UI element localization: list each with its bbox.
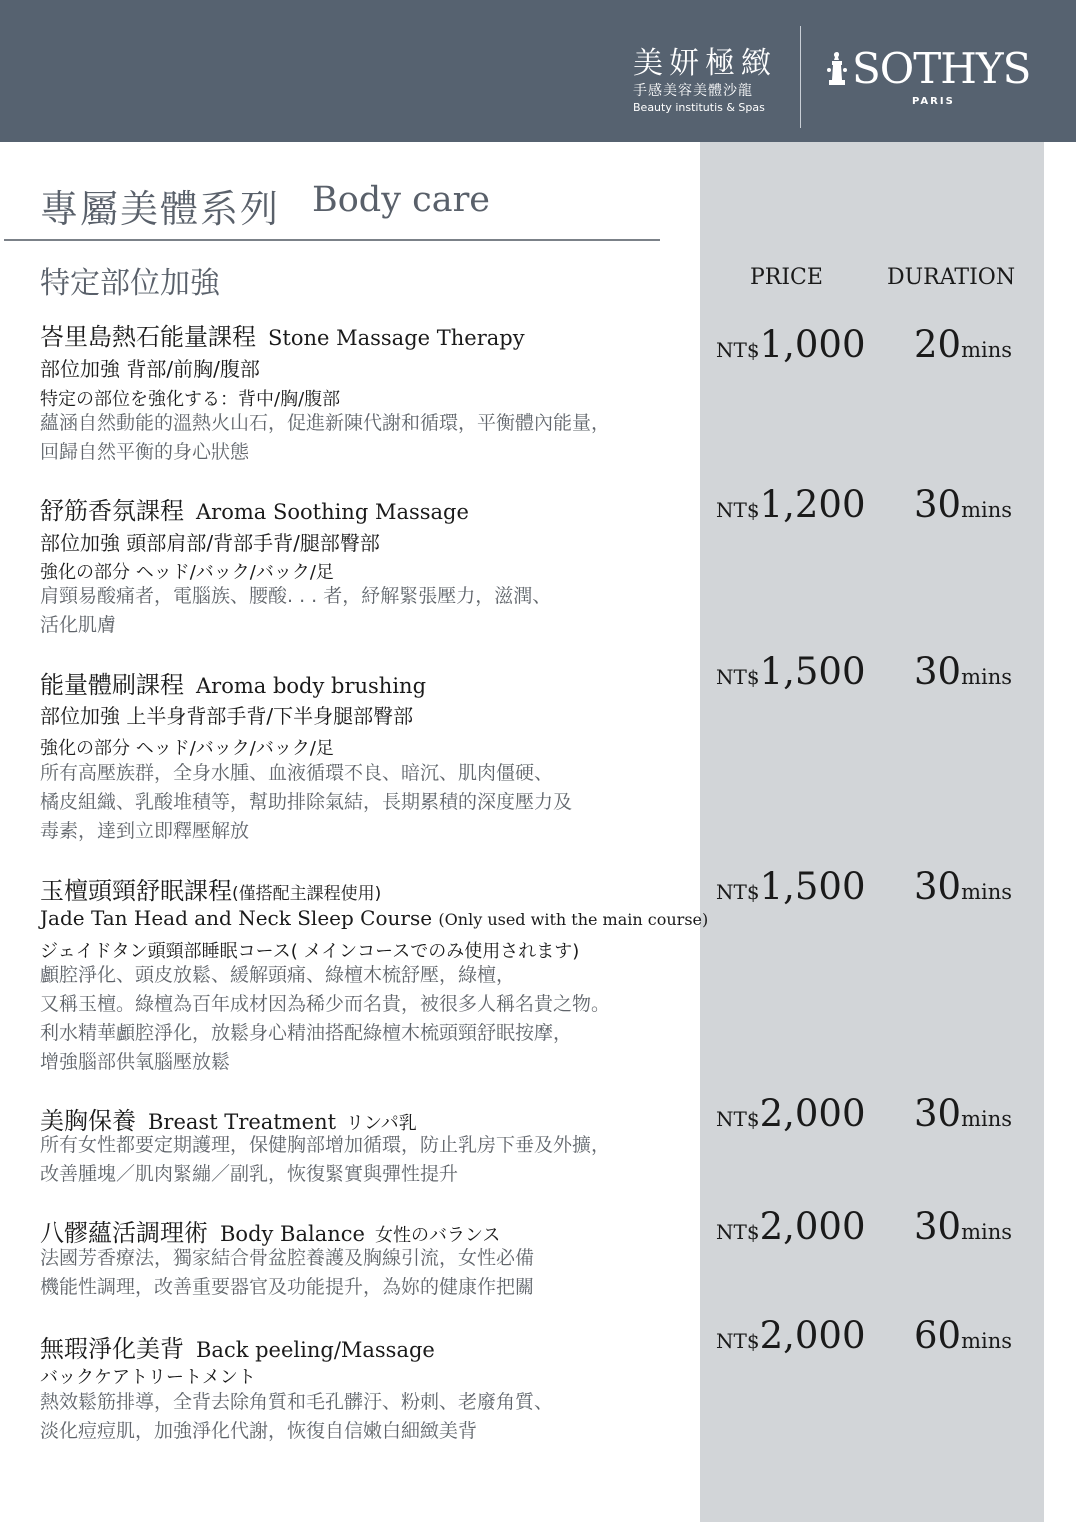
item-title-cn: 美胸保養 — [40, 1107, 136, 1135]
item-description — [40, 759, 572, 846]
desc-line: 顱腔淨化、頭皮放鬆、緩解頭痛、綠檀木梳舒壓，綠檀， — [40, 964, 516, 986]
item-price — [716, 483, 866, 526]
desc-line: 肩頸易酸痛者，電腦族、腰酸. . . 者，紓解緊張壓力，滋潤、 — [40, 585, 552, 607]
item-title-cn: 峇里島熱石能量課程 — [40, 323, 256, 351]
item-area-ja: 強化の部分 ヘッド/バック/バック/足 — [40, 738, 334, 759]
item-title-en: Back peeling/Massage — [196, 1338, 435, 1362]
duration-value: 30 — [914, 650, 962, 693]
item-title-en: Aroma body brushing — [196, 674, 427, 698]
desc-line: 橘皮組織、乳酸堆積等，幫助排除氣結，長期累積的深度壓力及 — [40, 791, 573, 813]
item-duration — [914, 650, 1012, 693]
item-duration — [914, 1205, 1012, 1248]
item-description — [40, 1244, 534, 1302]
desc-line: 法國芳香療法，獨家結合骨盆腔養護及胸線引流，女性必備 — [40, 1247, 535, 1269]
item-duration — [914, 1314, 1012, 1357]
item-title-note: (僅搭配主課程使用) — [232, 884, 382, 904]
price-value: 1,200 — [759, 483, 866, 526]
item-price — [716, 1314, 866, 1357]
duration-unit: mins — [961, 338, 1013, 362]
sothys-logo-paris: PARIS — [912, 96, 955, 107]
price-currency: NT$ — [716, 1220, 760, 1244]
item-title-cn: 舒筋香氛課程 — [40, 497, 184, 525]
item-title-cn: 能量體刷課程 — [40, 671, 184, 699]
item-area-ja: 特定の部位を強化する：背中/胸/腹部 — [40, 389, 341, 410]
item-title — [40, 665, 426, 700]
title-divider — [4, 239, 660, 241]
sothys-logo: SOTHYS — [852, 44, 1031, 93]
item-area: 部位加強 上半身背部手背/下半身腿部臀部 — [40, 704, 414, 728]
section-subtitle: 特定部位加強 — [40, 266, 220, 301]
desc-line: 回歸自然平衡的身心狀態 — [40, 441, 250, 463]
item-description — [40, 1388, 553, 1446]
price-currency: NT$ — [716, 338, 760, 362]
item-area: 部位加強 背部/前胸/腹部 — [40, 357, 260, 381]
item-description — [40, 961, 610, 1077]
price-currency: NT$ — [716, 880, 760, 904]
item-area-ja: 強化の部分 ヘッド/バック/バック/足 — [40, 562, 334, 583]
item-title — [40, 1213, 500, 1248]
duration-value: 30 — [914, 865, 962, 908]
price-value: 1,000 — [759, 323, 866, 366]
item-price — [716, 1092, 866, 1135]
duration-value: 20 — [914, 323, 962, 366]
duration-value: 30 — [914, 483, 962, 526]
price-value: 1,500 — [759, 865, 866, 908]
desc-line: 又稱玉檀。綠檀為百年成材因為稀少而名貴，被很多人稱名貴之物。 — [40, 993, 611, 1015]
price-currency: NT$ — [716, 498, 760, 522]
item-title-en — [40, 906, 708, 930]
column-header-duration: DURATION — [887, 265, 1016, 290]
sothys-emblem-icon — [826, 50, 848, 88]
item-price — [716, 650, 866, 693]
item-price — [716, 1205, 866, 1248]
item-title-cn: 玉檀頭頸舒眠課程 — [40, 877, 232, 905]
item-description — [40, 1131, 610, 1189]
duration-value: 30 — [914, 1092, 962, 1135]
page-title-en: Body care — [312, 180, 491, 220]
item-area: 部位加強 頭部肩部/背部手背/腿部臀部 — [40, 531, 380, 555]
item-title-en: Stone Massage Therapy — [268, 326, 525, 350]
price-currency: NT$ — [716, 1107, 760, 1131]
brand-english: Beauty institutis & Spas — [633, 101, 765, 114]
item-price — [716, 865, 866, 908]
duration-unit: mins — [961, 880, 1013, 904]
brand-subtitle: 手感美容美體沙龍 — [633, 83, 753, 99]
item-description — [40, 409, 610, 467]
duration-unit: mins — [961, 498, 1013, 522]
price-currency: NT$ — [716, 665, 760, 689]
item-title-en: Body Balance — [220, 1222, 365, 1246]
desc-line: 所有高壓族群，全身水腫、血液循環不良、暗沉、肌肉僵硬、 — [40, 762, 554, 784]
item-title-en-text: Jade Tan Head and Neck Sleep Course — [40, 906, 433, 930]
price-value: 2,000 — [759, 1205, 866, 1248]
desc-line: 增強腦部供氧腦壓放鬆 — [40, 1051, 231, 1073]
item-title — [40, 871, 381, 906]
column-header-price: PRICE — [750, 265, 823, 290]
item-title-cn: 八髎蘊活調理術 — [40, 1219, 208, 1247]
desc-line: 活化肌膚 — [40, 614, 117, 636]
item-title-ja: リンパ乳 — [346, 1113, 417, 1134]
item-duration — [914, 483, 1012, 526]
brand-name: 美妍極緻 — [633, 46, 777, 81]
page-title-cn: 專屬美體系列 — [40, 187, 281, 231]
item-title-en: Aroma Soothing Massage — [196, 500, 469, 524]
item-title-ja: 女性のバランス — [374, 1225, 501, 1246]
item-title-en-note: (Only used with the main course) — [438, 910, 709, 929]
desc-line: 毒素，達到立即釋壓解放 — [40, 820, 250, 842]
desc-line: 熱效鬆筋排導，全背去除角質和毛孔髒汙、粉刺、老廢角質、 — [40, 1391, 554, 1413]
header-banner — [0, 0, 1076, 142]
item-title-en: Breast Treatment — [148, 1110, 337, 1134]
item-duration — [914, 323, 1012, 366]
desc-line: 淡化痘痘肌，加強淨化代謝，恢復自信嫩白細緻美背 — [40, 1420, 478, 1442]
item-title-cn: 無瑕淨化美背 — [40, 1335, 184, 1363]
header-divider — [800, 26, 801, 128]
duration-unit: mins — [961, 1220, 1013, 1244]
item-title — [40, 317, 525, 352]
item-title — [40, 1329, 435, 1364]
item-area-ja: ジェイドタン頭頸部睡眠コース( メインコースでのみ使用されます) — [40, 941, 580, 962]
item-description — [40, 582, 551, 640]
desc-line: 利水精華顱腔淨化，放鬆身心精油搭配綠檀木梳頭頸舒眠按摩， — [40, 1022, 573, 1044]
item-duration — [914, 1092, 1012, 1135]
desc-line: 改善腫塊／肌肉緊繃／副乳，恢復緊實與彈性提升 — [40, 1163, 459, 1185]
item-title — [40, 491, 469, 526]
price-currency: NT$ — [716, 1329, 760, 1353]
price-value: 2,000 — [759, 1092, 866, 1135]
item-duration — [914, 865, 1012, 908]
desc-line: 蘊涵自然動能的溫熱火山石，促進新陳代謝和循環，平衡體內能量， — [40, 412, 611, 434]
item-price — [716, 323, 866, 366]
duration-unit: mins — [961, 665, 1013, 689]
duration-value: 60 — [914, 1314, 962, 1357]
desc-line: 機能性調理，改善重要器官及功能提升，為妳的健康作把關 — [40, 1276, 535, 1298]
price-value: 1,500 — [759, 650, 866, 693]
item-area-ja: バックケアトリートメント — [40, 1367, 256, 1388]
price-value: 2,000 — [759, 1314, 866, 1357]
duration-unit: mins — [961, 1107, 1013, 1131]
duration-value: 30 — [914, 1205, 962, 1248]
duration-unit: mins — [961, 1329, 1013, 1353]
desc-line: 所有女性都要定期護理，保健胸部增加循環，防止乳房下垂及外擴， — [40, 1134, 611, 1156]
